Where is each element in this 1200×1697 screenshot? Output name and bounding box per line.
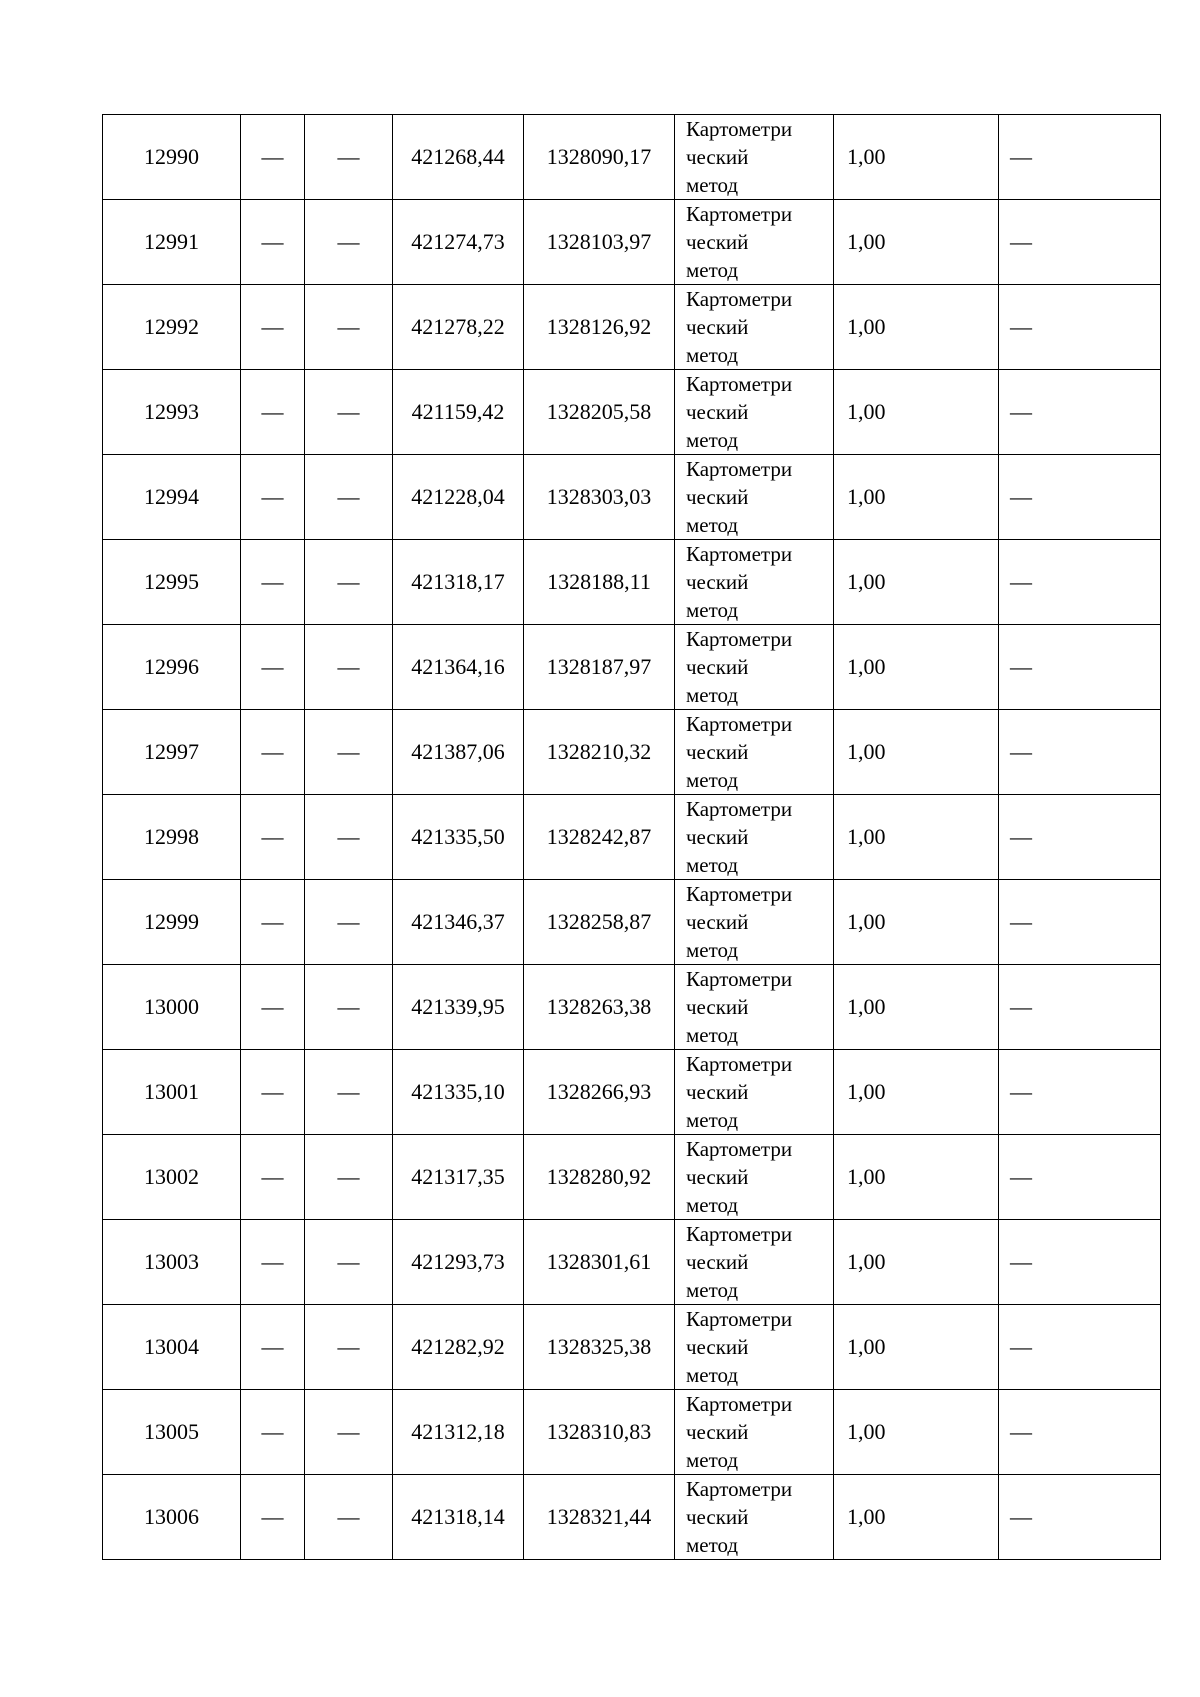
table-row [103,1475,1161,1560]
dash-cell: — [241,540,305,625]
table-row [103,540,1161,625]
table-row [103,1050,1161,1135]
y-coordinate-cell: 1328321,44 [524,1475,675,1560]
point-number-cell: 12990 [103,115,241,200]
x-coordinate-cell: 421228,04 [393,455,524,540]
method-cell [675,965,834,1050]
point-number-cell: 13001 [103,1050,241,1135]
method-line: ческий [686,570,749,594]
method-line: ческий [686,1165,749,1189]
method-line: ческий [686,740,749,764]
dash-cell: — [241,710,305,795]
point-number-cell: 13000 [103,965,241,1050]
point-number-cell: 13002 [103,1135,241,1220]
accuracy-cell: 1,00 [834,1050,999,1135]
method-line: Картометри [686,712,793,736]
x-coordinate-cell: 421364,16 [393,625,524,710]
point-number-cell: 12999 [103,880,241,965]
point-number-cell: 12998 [103,795,241,880]
dash-cell: — [305,965,393,1050]
description-cell: — [999,200,1161,285]
dash-cell: — [241,115,305,200]
method-line: ческий [686,400,749,424]
x-coordinate-cell: 421282,92 [393,1305,524,1390]
y-coordinate-cell: 1328258,87 [524,880,675,965]
point-number-cell: 12992 [103,285,241,370]
method-line: ческий [686,995,749,1019]
accuracy-cell: 1,00 [834,540,999,625]
description-cell: — [999,1135,1161,1220]
table-row [103,115,1161,200]
accuracy-cell: 1,00 [834,795,999,880]
dash-cell: — [305,1305,393,1390]
dash-cell: — [305,1475,393,1560]
table-row [103,1220,1161,1305]
method-line: Картометри [686,202,793,226]
method-cell [675,795,834,880]
method-line: метод [686,428,739,452]
method-line: Картометри [686,1307,793,1331]
description-cell: — [999,710,1161,795]
method-line: метод [686,1193,739,1217]
method-line: Картометри [686,967,793,991]
method-line: ческий [686,910,749,934]
description-cell: — [999,1220,1161,1305]
dash-cell: — [241,370,305,455]
x-coordinate-cell: 421159,42 [393,370,524,455]
dash-cell: — [305,455,393,540]
method-cell [675,625,834,710]
coordinates-table [102,114,1161,1560]
method-line: ческий [686,1420,749,1444]
dash-cell: — [305,115,393,200]
point-number-cell: 13005 [103,1390,241,1475]
dash-cell: — [241,625,305,710]
method-line: Картометри [686,797,793,821]
x-coordinate-cell: 421278,22 [393,285,524,370]
method-line: Картометри [686,1222,793,1246]
method-cell [675,115,834,200]
x-coordinate-cell: 421335,10 [393,1050,524,1135]
method-line: метод [686,1533,739,1557]
accuracy-cell: 1,00 [834,1475,999,1560]
description-cell: — [999,880,1161,965]
table-row [103,710,1161,795]
method-line: Картометри [686,882,793,906]
dash-cell: — [241,200,305,285]
x-coordinate-cell: 421274,73 [393,200,524,285]
method-line: ческий [686,315,749,339]
y-coordinate-cell: 1328103,97 [524,200,675,285]
method-line: Картометри [686,372,793,396]
table-row [103,455,1161,540]
method-line: Картометри [686,1137,793,1161]
accuracy-cell: 1,00 [834,285,999,370]
dash-cell: — [241,795,305,880]
description-cell: — [999,965,1161,1050]
accuracy-cell: 1,00 [834,965,999,1050]
point-number-cell: 13004 [103,1305,241,1390]
method-line: метод [686,598,739,622]
accuracy-cell: 1,00 [834,1305,999,1390]
method-line: метод [686,1023,739,1047]
y-coordinate-cell: 1328303,03 [524,455,675,540]
y-coordinate-cell: 1328263,38 [524,965,675,1050]
method-line: ческий [686,485,749,509]
y-coordinate-cell: 1328210,32 [524,710,675,795]
method-cell [675,540,834,625]
point-number-cell: 12991 [103,200,241,285]
method-cell [675,710,834,795]
method-line: Картометри [686,117,793,141]
description-cell: — [999,1305,1161,1390]
y-coordinate-cell: 1328188,11 [524,540,675,625]
description-cell: — [999,1050,1161,1135]
method-line: метод [686,1108,739,1132]
y-coordinate-cell: 1328325,38 [524,1305,675,1390]
method-line: метод [686,1278,739,1302]
point-number-cell: 12994 [103,455,241,540]
dash-cell: — [241,1050,305,1135]
description-cell: — [999,1390,1161,1475]
x-coordinate-cell: 421318,14 [393,1475,524,1560]
method-cell [675,1305,834,1390]
method-line: Картометри [686,457,793,481]
x-coordinate-cell: 421318,17 [393,540,524,625]
dash-cell: — [305,1220,393,1305]
method-line: ческий [686,655,749,679]
description-cell: — [999,540,1161,625]
table-row [103,285,1161,370]
y-coordinate-cell: 1328301,61 [524,1220,675,1305]
method-cell [675,455,834,540]
table-body [103,115,1161,1560]
dash-cell: — [305,795,393,880]
y-coordinate-cell: 1328242,87 [524,795,675,880]
method-line: Картометри [686,287,793,311]
x-coordinate-cell: 421268,44 [393,115,524,200]
method-line: Картометри [686,1392,793,1416]
dash-cell: — [241,455,305,540]
dash-cell: — [241,285,305,370]
accuracy-cell: 1,00 [834,625,999,710]
method-line: метод [686,173,739,197]
x-coordinate-cell: 421317,35 [393,1135,524,1220]
y-coordinate-cell: 1328266,93 [524,1050,675,1135]
dash-cell: — [305,540,393,625]
y-coordinate-cell: 1328126,92 [524,285,675,370]
x-coordinate-cell: 421339,95 [393,965,524,1050]
y-coordinate-cell: 1328205,58 [524,370,675,455]
method-cell [675,370,834,455]
dash-cell: — [305,1390,393,1475]
method-line: метод [686,938,739,962]
dash-cell: — [305,370,393,455]
x-coordinate-cell: 421335,50 [393,795,524,880]
point-number-cell: 12993 [103,370,241,455]
dash-cell: — [305,1135,393,1220]
description-cell: — [999,455,1161,540]
table-row [103,1305,1161,1390]
y-coordinate-cell: 1328280,92 [524,1135,675,1220]
dash-cell: — [241,965,305,1050]
dash-cell: — [305,285,393,370]
table-row [103,200,1161,285]
point-number-cell: 12996 [103,625,241,710]
x-coordinate-cell: 421312,18 [393,1390,524,1475]
dash-cell: — [241,1390,305,1475]
method-line: Картометри [686,542,793,566]
method-line: метод [686,683,739,707]
dash-cell: — [305,200,393,285]
x-coordinate-cell: 421293,73 [393,1220,524,1305]
method-line: Картометри [686,1052,793,1076]
accuracy-cell: 1,00 [834,1390,999,1475]
dash-cell: — [305,710,393,795]
description-cell: — [999,625,1161,710]
accuracy-cell: 1,00 [834,710,999,795]
method-cell [675,1050,834,1135]
table-row [103,1390,1161,1475]
table-row [103,1135,1161,1220]
method-cell [675,1475,834,1560]
accuracy-cell: 1,00 [834,370,999,455]
description-cell: — [999,285,1161,370]
method-line: метод [686,768,739,792]
y-coordinate-cell: 1328310,83 [524,1390,675,1475]
y-coordinate-cell: 1328090,17 [524,115,675,200]
dash-cell: — [241,1475,305,1560]
description-cell: — [999,795,1161,880]
dash-cell: — [241,1135,305,1220]
dash-cell: — [305,880,393,965]
x-coordinate-cell: 421387,06 [393,710,524,795]
accuracy-cell: 1,00 [834,200,999,285]
method-line: ческий [686,1250,749,1274]
description-cell: — [999,115,1161,200]
point-number-cell: 13006 [103,1475,241,1560]
method-line: Картометри [686,1477,793,1501]
method-cell [675,1390,834,1475]
dash-cell: — [241,1220,305,1305]
table-row [103,965,1161,1050]
method-line: ческий [686,1505,749,1529]
method-cell [675,1135,834,1220]
point-number-cell: 13003 [103,1220,241,1305]
table-row [103,370,1161,455]
table-row [103,880,1161,965]
method-line: ческий [686,1080,749,1104]
method-line: метод [686,513,739,537]
method-line: ческий [686,145,749,169]
method-line: метод [686,1363,739,1387]
method-cell [675,1220,834,1305]
method-cell [675,880,834,965]
dash-cell: — [305,625,393,710]
accuracy-cell: 1,00 [834,455,999,540]
accuracy-cell: 1,00 [834,1220,999,1305]
method-line: ческий [686,1335,749,1359]
method-cell [675,285,834,370]
x-coordinate-cell: 421346,37 [393,880,524,965]
accuracy-cell: 1,00 [834,115,999,200]
method-line: метод [686,258,739,282]
method-line: ческий [686,230,749,254]
method-line: метод [686,853,739,877]
dash-cell: — [241,1305,305,1390]
table-row [103,625,1161,710]
y-coordinate-cell: 1328187,97 [524,625,675,710]
point-number-cell: 12997 [103,710,241,795]
point-number-cell: 12995 [103,540,241,625]
description-cell: — [999,370,1161,455]
accuracy-cell: 1,00 [834,1135,999,1220]
dash-cell: — [305,1050,393,1135]
method-cell [675,200,834,285]
accuracy-cell: 1,00 [834,880,999,965]
method-line: метод [686,1448,739,1472]
method-line: метод [686,343,739,367]
description-cell: — [999,1475,1161,1560]
table-row [103,795,1161,880]
dash-cell: — [241,880,305,965]
method-line: ческий [686,825,749,849]
method-line: Картометри [686,627,793,651]
